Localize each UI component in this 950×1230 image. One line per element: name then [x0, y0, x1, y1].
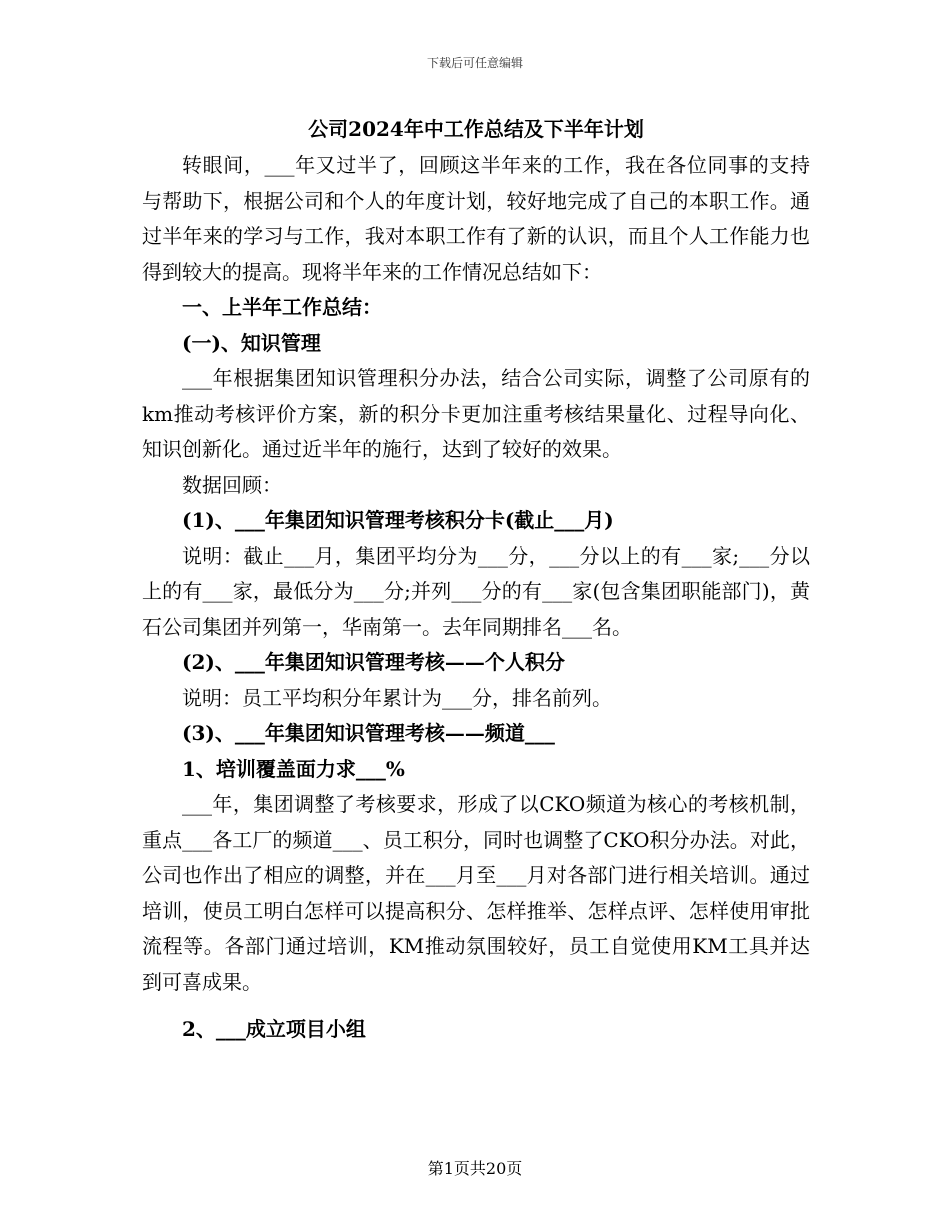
document-body [142, 114, 810, 1048]
intro-paragraph: 转眼间，___年又过半了，回顾这半年来的工作，我在各位同事的支持与帮助下，根据公司和个人的年度计划，较好地完成了自己的本职工作。通过半年来的学习与工作，我对本职工作有了新的认识，而且个人工作能力也得到较大的提高。现将半年来的工作情况总结如下： [142, 153, 810, 284]
document-title: 公司2024年中工作总结及下半年计划 [308, 117, 644, 141]
section-heading-first-half-summary: 一、上半年工作总结： [182, 295, 382, 319]
score-card-explanation: 说明：截止___月，集团平均分为___分，___分以上的有___家;___分以上的有___家，最低分为___分;并列___分的有___家(包含集团职能部门)，黄石公司集团并列第一，华南第一。去年同期排名___名。 [142, 543, 810, 639]
personal-score-explanation: 说明：员工平均积分年累计为___分，排名前列。 [182, 685, 612, 710]
item-heading-score-card: (1)、___年集团知识管理考核积分卡(截止___月) [182, 508, 614, 532]
page-header-note: 下载后可任意编辑 [426, 56, 523, 70]
data-review-label: 数据回顾： [182, 472, 282, 497]
point-heading-project-team: 2、___成立项目小组 [182, 1017, 366, 1041]
knowledge-management-paragraph: ___年根据集团知识管理积分办法，结合公司实际，调整了公司原有的km推动考核评价方案，新的积分卡更加注重考核结果量化、过程导向化、知识创新化。通过近半年的施行，达到了较好的效果。 [142, 366, 810, 461]
page-number: 第1页共20页 [427, 1159, 523, 1178]
training-paragraph: ___年，集团调整了考核要求，形成了以CKO频道为核心的考核机制，重点___各工厂的频道___、员工积分，同时也调整了CKO积分办法。对此，公司也作出了相应的调整，并在___月至___月对各部门进行相关培训。通过培训，使员工明白怎样可以提高积分、怎样推举、怎样点评、怎样使用审批流程等。各部门通过培训，KM推动氛围较好，员工自觉使用KM工具并达到可喜成果。 [142, 792, 810, 994]
point-heading-training-coverage: 1、培训覆盖面力求___% [182, 756, 405, 781]
item-heading-personal-score: (2)、___年集团知识管理考核——个人积分 [182, 650, 565, 674]
subsection-heading-knowledge-management: (一)、知识管理 [182, 330, 321, 355]
item-heading-channel: (3)、___年集团知识管理考核——频道___ [182, 721, 555, 745]
